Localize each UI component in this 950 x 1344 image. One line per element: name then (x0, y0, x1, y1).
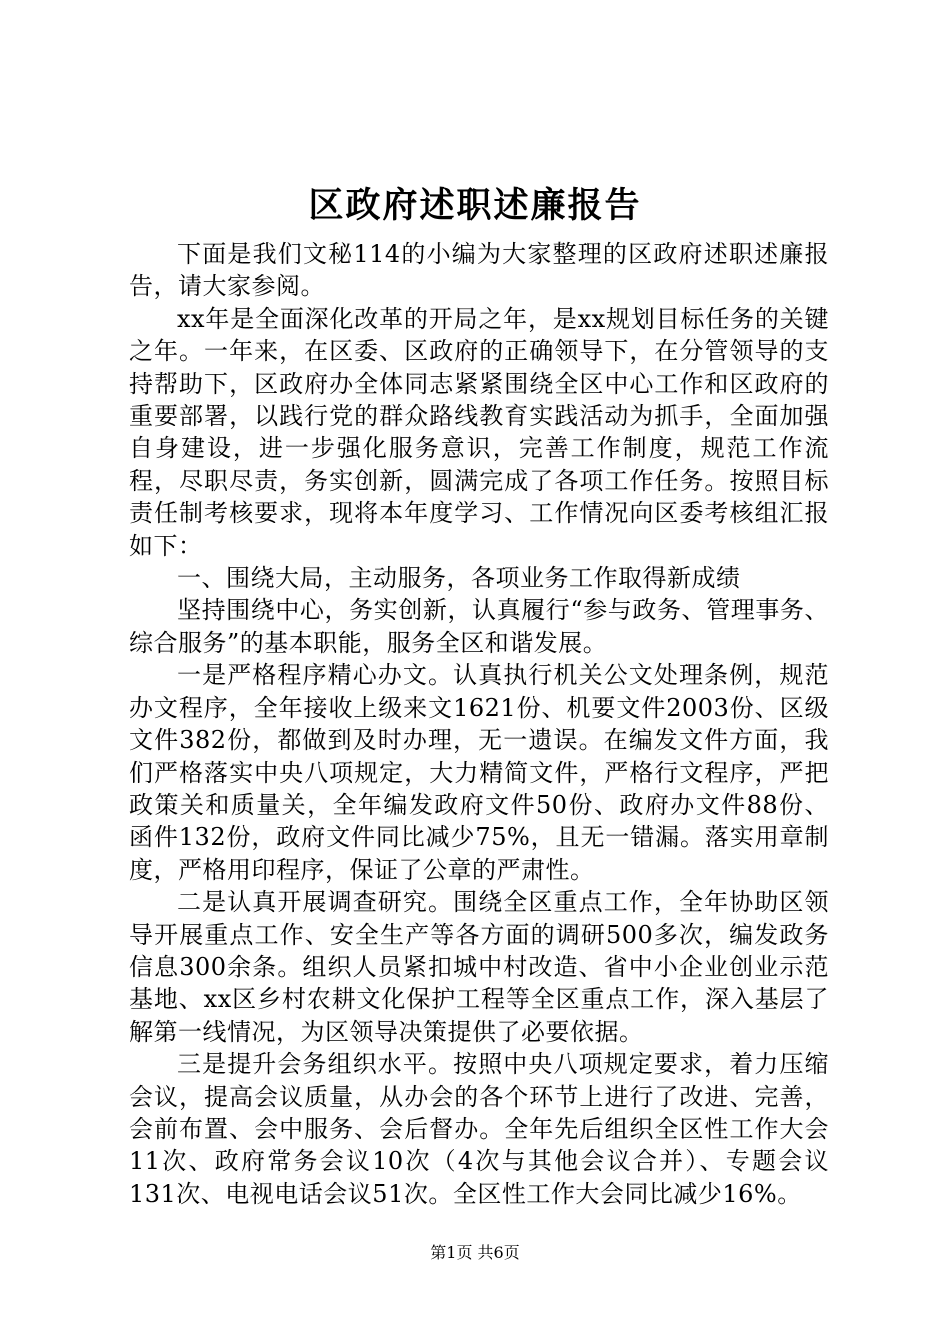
paragraph-meetings: 三是提升会务组织水平。按照中央八项规定要求，着力压缩会议，提高会议质量，从办会的各个环节上进行了改进、完善，会前布置、会中服务、会后督办。全年先后组织全区性工作大会11次、政府常务会议10次（4次与其他会议合并）、专题会议131次、电视电话会议51次。全区性工作大会同比减少16%。 (129, 1050, 829, 1208)
paragraph-section-1-intro: 坚持围绕中心，务实创新，认真履行“参与政务、管理事务、综合服务”的基本职能，服务全区和谐发展。 (129, 596, 829, 657)
document-title: 区政府述职述廉报告 (308, 185, 642, 226)
section-heading-1: 一、围绕大局，主动服务，各项业务工作取得新成绩 (177, 564, 741, 593)
paragraph-intro: 下面是我们文秘114的小编为大家整理的区政府述职述廉报告，请大家参阅。 (129, 240, 829, 301)
document-body (129, 238, 829, 1210)
paragraph-document-handling: 一是严格程序精心办文。认真执行机关公文处理条例，规范办文程序，全年接收上级来文1621份、机要文件2003份、区级文件382份，都做到及时办理，无一遗误。在编发文件方面，我们严格落实中央八项规定，大力精简文件，严格行文程序，严把政策关和质量关，全年编发政府文件50份、政府办文件88份、函件132份，政府文件同比减少75%，且无一错漏。落实用章制度，严格用印程序，保证了公章的严肃性。 (129, 661, 829, 884)
page-footer: 第1页 共6页 (430, 1243, 520, 1262)
paragraph-overview: xx年是全面深化改革的开局之年，是xx规划目标任务的关键之年。一年来，在区委、区政府的正确领导下，在分管领导的支持帮助下，区政府办全体同志紧紧围绕全区中心工作和区政府的重要部署，以践行党的群众路线教育实践活动为抓手，全面加强自身建设，进一步强化服务意识，完善工作制度，规范工作流程，尽职尽责，务实创新，圆满完成了各项工作任务。按照目标责任制考核要求，现将本年度学习、工作情况向区委考核组汇报如下： (129, 304, 829, 560)
paragraph-research: 二是认真开展调查研究。围绕全区重点工作，全年协助区领导开展重点工作、安全生产等各方面的调研500多次，编发政务信息300余条。组织人员紧扣城中村改造、省中小企业创业示范基地、xx区乡村农耕文化保护工程等全区重点工作，深入基层了解第一线情况，为区领导决策提供了必要依据。 (129, 888, 829, 1046)
